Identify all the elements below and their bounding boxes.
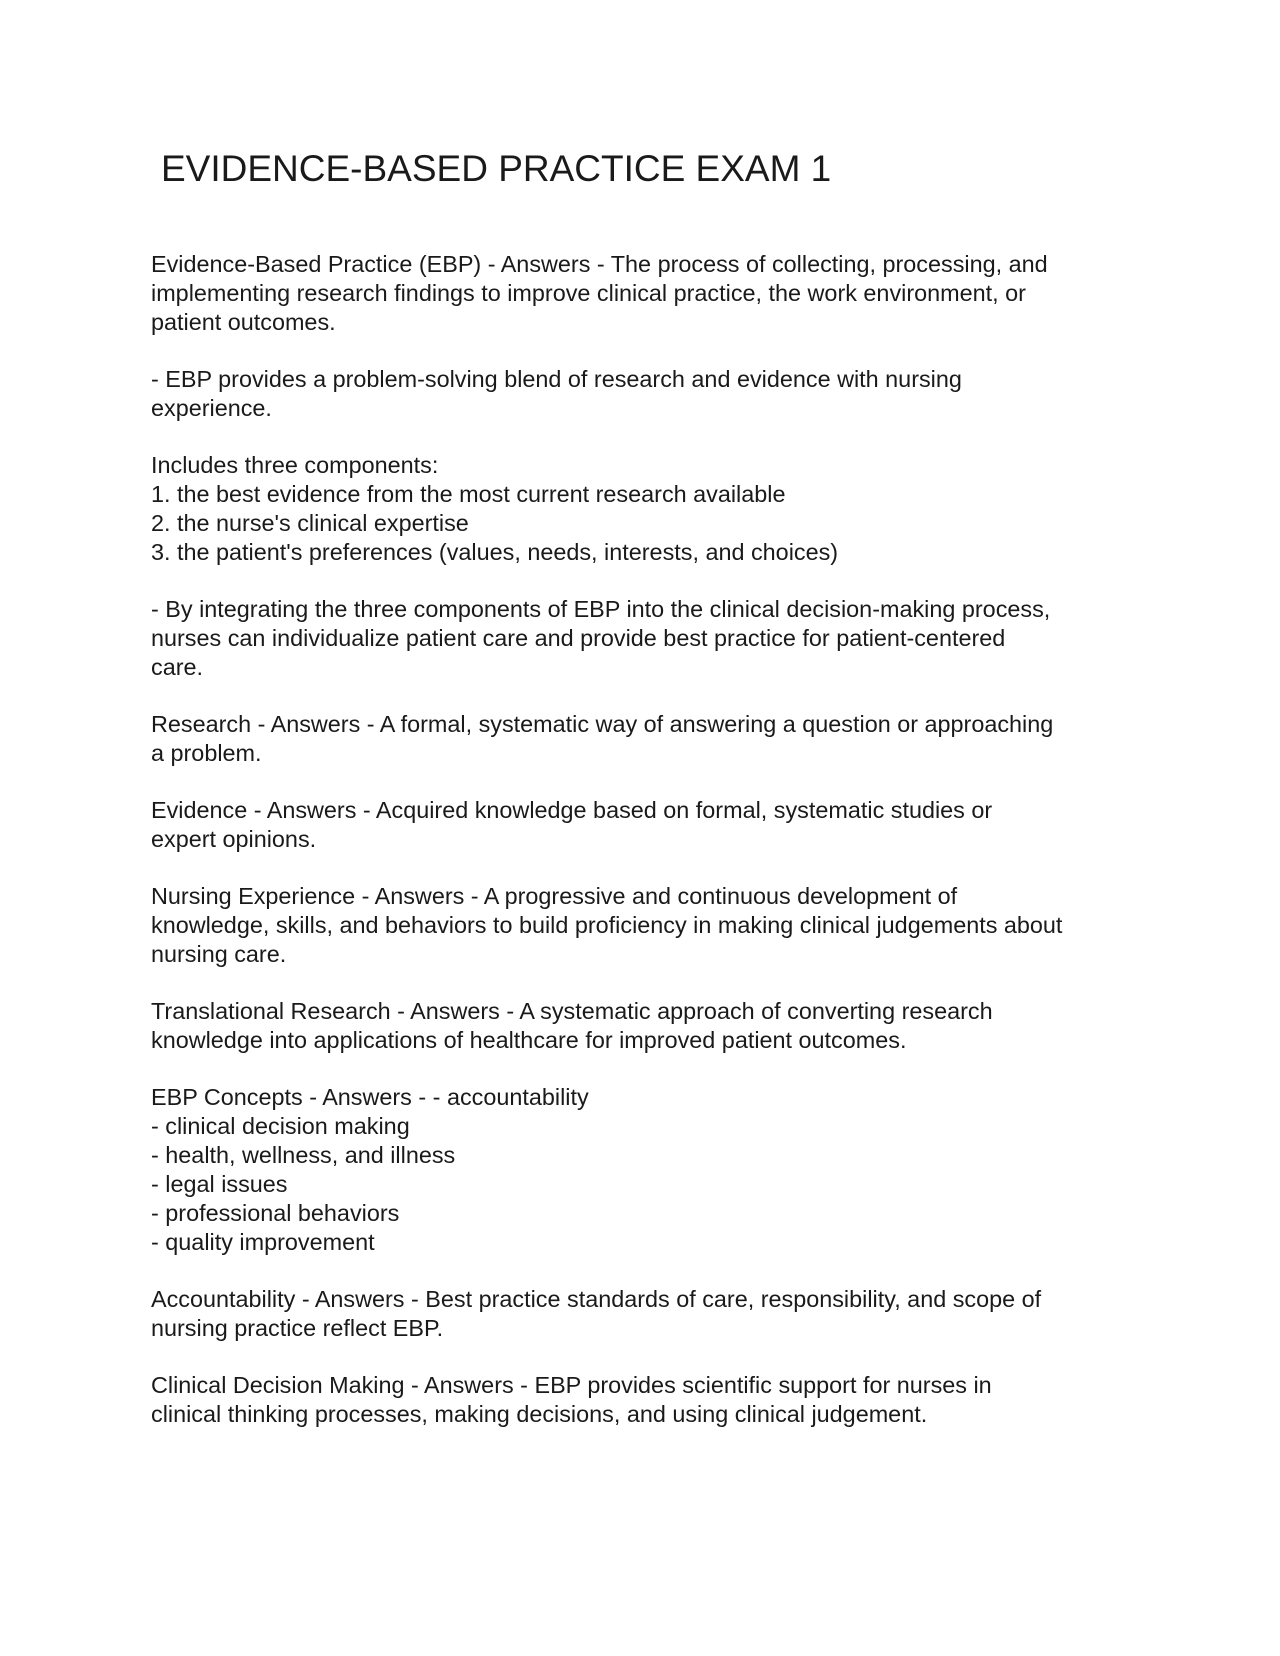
paragraph-integrating bbox=[151, 595, 1151, 682]
list-item: - professional behaviors bbox=[151, 1200, 400, 1226]
paragraph-nursing-experience bbox=[151, 882, 1151, 969]
text-line: implementing research findings to improve clinical practice, the work environment, or bbox=[151, 280, 1026, 306]
paragraph-three-components bbox=[151, 451, 1151, 567]
text-line: expert opinions. bbox=[151, 826, 317, 852]
paragraph-evidence bbox=[151, 796, 1151, 854]
list-item: - legal issues bbox=[151, 1171, 288, 1197]
text-line: care. bbox=[151, 654, 204, 680]
text-line: Evidence-Based Practice (EBP) - Answers - The process of collecting, processing, and bbox=[151, 251, 1048, 277]
text-line: Includes three components: bbox=[151, 452, 439, 478]
text-line: patient outcomes. bbox=[151, 309, 336, 335]
paragraph-clinical-decision-making bbox=[151, 1371, 1151, 1429]
text-line: clinical thinking processes, making decisions, and using clinical judgement. bbox=[151, 1401, 928, 1427]
text-line: - By integrating the three components of EBP into the clinical decision-making process, bbox=[151, 596, 1051, 622]
document-title: EVIDENCE-BASED PRACTICE EXAM 1 bbox=[161, 148, 832, 189]
text-line: EBP Concepts - Answers - - accountability bbox=[151, 1084, 589, 1110]
text-line: Clinical Decision Making - Answers - EBP provides scientific support for nurses in bbox=[151, 1372, 992, 1398]
text-line: nurses can individualize patient care and provide best practice for patient-centered bbox=[151, 625, 1006, 651]
document-body bbox=[151, 250, 1151, 1457]
paragraph-translational-research bbox=[151, 997, 1151, 1055]
list-item: 2. the nurse's clinical expertise bbox=[151, 510, 469, 536]
text-line: nursing practice reflect EBP. bbox=[151, 1315, 444, 1341]
text-line: knowledge into applications of healthcare for improved patient outcomes. bbox=[151, 1027, 907, 1053]
text-line: Translational Research - Answers - A systematic approach of converting research bbox=[151, 998, 993, 1024]
text-line: nursing care. bbox=[151, 941, 287, 967]
text-line: knowledge, skills, and behaviors to build proficiency in making clinical judgements about bbox=[151, 912, 1063, 938]
paragraph-ebp-concepts bbox=[151, 1083, 1151, 1257]
text-line: - EBP provides a problem-solving blend of research and evidence with nursing bbox=[151, 366, 962, 392]
text-line: Accountability - Answers - Best practice standards of care, responsibility, and scope of bbox=[151, 1286, 1042, 1312]
text-line: Nursing Experience - Answers - A progressive and continuous development of bbox=[151, 883, 958, 909]
paragraph-accountability bbox=[151, 1285, 1151, 1343]
list-item: 3. the patient's preferences (values, needs, interests, and choices) bbox=[151, 539, 839, 565]
paragraph-ebp-definition bbox=[151, 250, 1151, 337]
list-item: - health, wellness, and illness bbox=[151, 1142, 456, 1168]
paragraph-ebp-blend bbox=[151, 365, 1151, 423]
paragraph-research bbox=[151, 710, 1151, 768]
text-line: experience. bbox=[151, 395, 272, 421]
text-line: Evidence - Answers - Acquired knowledge based on formal, systematic studies or bbox=[151, 797, 993, 823]
list-item: - clinical decision making bbox=[151, 1113, 410, 1139]
list-item: - quality improvement bbox=[151, 1229, 375, 1255]
list-item: 1. the best evidence from the most current research available bbox=[151, 481, 786, 507]
text-line: Research - Answers - A formal, systematic way of answering a question or approaching bbox=[151, 711, 1054, 737]
text-line: a problem. bbox=[151, 740, 262, 766]
